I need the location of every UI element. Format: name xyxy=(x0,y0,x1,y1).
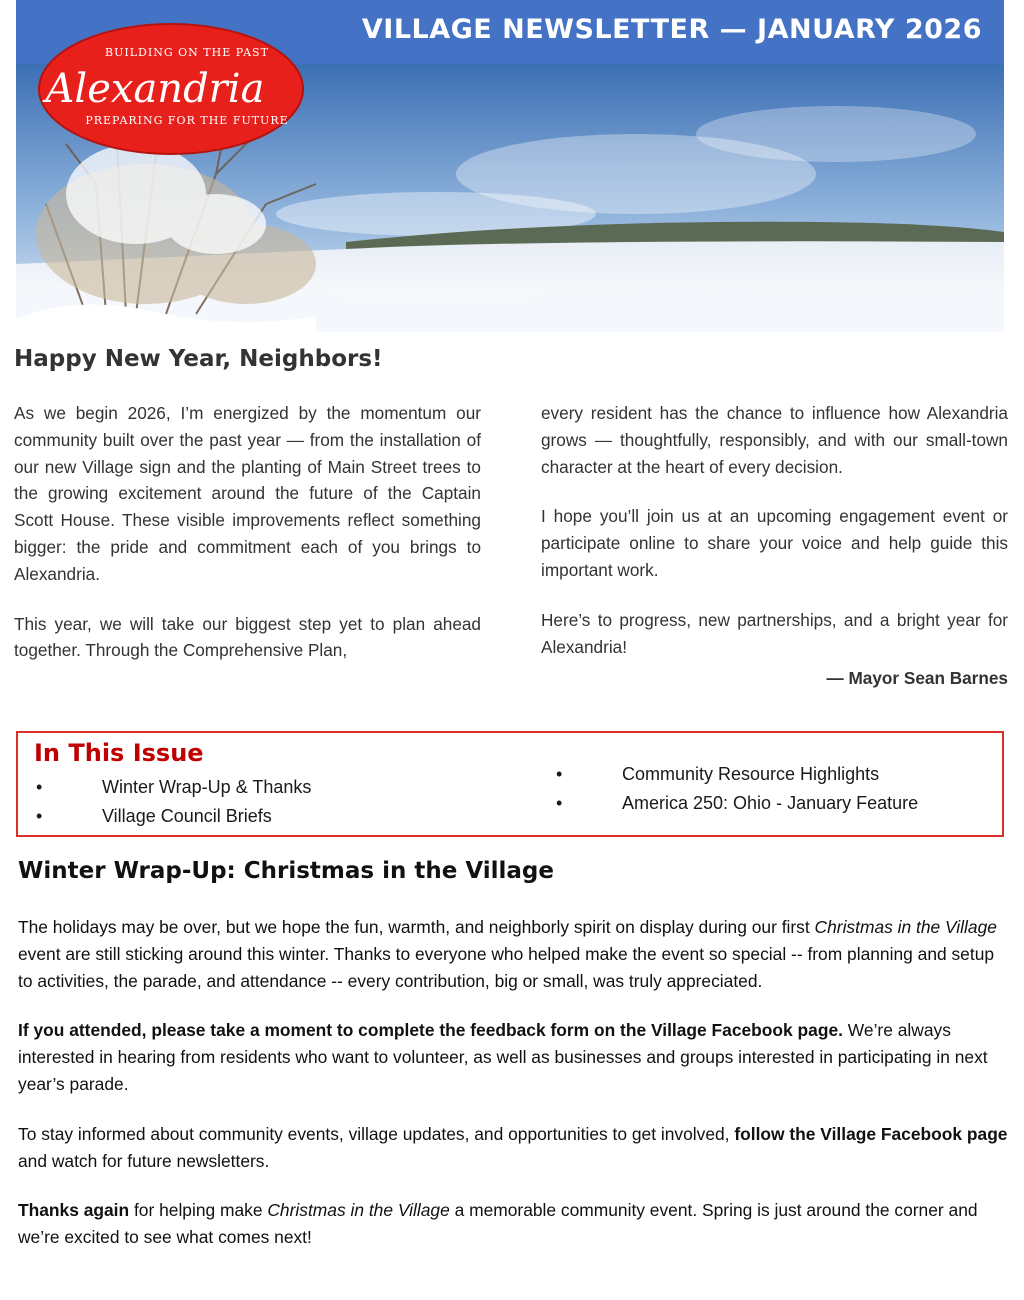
body-paragraph xyxy=(18,1121,1008,1175)
alexandria-logo xyxy=(37,22,305,156)
in-this-issue-title: In This Issue xyxy=(34,739,204,767)
text-run: for helping make xyxy=(129,1200,268,1221)
text-run: The holidays may be over, but we hope the fun, warmth, and neighborly spirit on display during our first xyxy=(18,917,815,937)
greeting-paragraph: I hope you’ll join us at an upcoming engagement event or participate online to share your voice and help guide this important work. xyxy=(541,506,1008,580)
greeting-heading: Happy New Year, Neighbors! xyxy=(14,346,383,372)
text-run: event are still sticking around this winter. Thanks to everyone who helped make the event so special -- from planning and setup to activities, the parade, and attendance -- every contribution, big or small, was truly appreciated. xyxy=(18,943,995,991)
greeting-paragraph: This year, we will take our biggest step yet to plan ahead together. Through the Comprehensive Plan, xyxy=(14,613,481,661)
issue-list-right xyxy=(540,760,918,818)
text-run: a memorable community event. Spring is just around the corner and we’re excited to see what comes next! xyxy=(18,1200,978,1248)
svg-text:Alexandria: Alexandria xyxy=(45,66,265,112)
thanks-callout: Thanks again xyxy=(18,1200,130,1221)
greeting-right-column xyxy=(541,400,1008,715)
event-name: Christmas in the Village xyxy=(814,917,997,937)
newsletter-title: VILLAGE NEWSLETTER — JANUARY 2026 xyxy=(361,14,982,45)
text-run: To stay informed about community events, village updates, and opportunities to get involved, xyxy=(18,1123,735,1144)
greeting-paragraph: As we begin 2026, I’m energized by the momentum our community built over the past year — from the installation of our new Village sign and the planting of Main Street trees to the growing excitement around the future of the Captain Scott House. These visible improvements reflect something bigger: the pride and commitment each of you brings to Alexandria. xyxy=(14,403,481,584)
mayor-signature: — Mayor Sean Barnes xyxy=(826,668,1008,689)
issue-item: • Winter Wrap-Up & Thanks xyxy=(20,773,311,802)
issue-item: • America 250: Ohio - January Feature xyxy=(540,789,918,818)
body-paragraph xyxy=(18,1197,1008,1251)
body-paragraph xyxy=(18,1017,1008,1097)
in-this-issue-box xyxy=(16,731,1004,837)
text-run: and watch for future newsletters. xyxy=(18,1150,270,1171)
issue-list-left xyxy=(20,773,311,831)
facebook-callout: follow the Village Facebook page xyxy=(734,1123,1008,1144)
greeting-left-column xyxy=(14,400,481,687)
svg-text:BUILDING ON THE PAST: BUILDING ON THE PAST xyxy=(105,46,269,59)
greeting-paragraph: Here’s to progress, new partnerships, and a bright year for Alexandria! xyxy=(541,609,1008,657)
greeting-paragraph: every resident has the chance to influence how Alexandria grows — thoughtfully, responsibly, and with our small-town character at the heart of every decision. xyxy=(541,403,1008,477)
issue-item: • Community Resource Highlights xyxy=(540,760,918,789)
issue-item: • Village Council Briefs xyxy=(20,802,311,831)
winter-wrap-heading: Winter Wrap-Up: Christmas in the Village xyxy=(18,858,554,884)
event-name: Christmas in the Village xyxy=(267,1200,450,1221)
body-paragraph xyxy=(18,914,1008,994)
winter-wrap-body xyxy=(18,914,1008,1274)
svg-text:PREPARING FOR THE FUTURE: PREPARING FOR THE FUTURE xyxy=(85,114,289,127)
text-run: We’re always interested in hearing from residents who want to volunteer, as well as businesses and groups interested in participating in next year’s parade. xyxy=(18,1020,988,1094)
feedback-callout: If you attended, please take a moment to complete the feedback form on the Village Facebook page. xyxy=(18,1020,843,1041)
